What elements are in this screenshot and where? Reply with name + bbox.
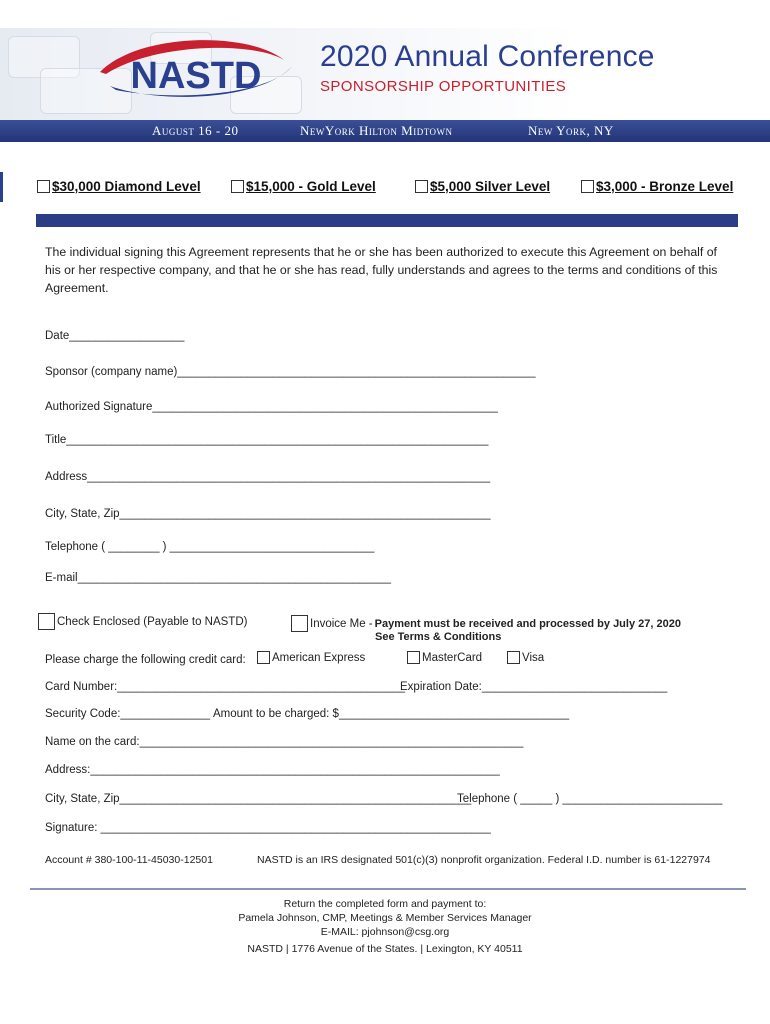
- silver-checkbox[interactable]: [415, 180, 428, 193]
- level-label: $5,000 Silver Level: [430, 179, 551, 194]
- level-diamond[interactable]: [37, 179, 201, 194]
- signature-field[interactable]: Signature: _____________________________________________________________: [45, 822, 491, 834]
- nastd-logo: [96, 36, 296, 106]
- visa-option[interactable]: [507, 651, 544, 664]
- date-field[interactable]: Date__________________: [45, 330, 185, 342]
- mastercard-checkbox[interactable]: [407, 651, 420, 664]
- mastercard-option[interactable]: [407, 651, 482, 664]
- logo-text: NASTD: [130, 55, 262, 97]
- event-date: August 16 - 20: [152, 123, 239, 138]
- footer-email: E-MAIL: pjohnson@csg.org: [320, 926, 450, 938]
- bronze-checkbox[interactable]: [581, 180, 594, 193]
- diamond-checkbox[interactable]: [37, 180, 50, 193]
- city-state-zip-field[interactable]: City, State, Zip__________________________________________________________: [45, 508, 491, 520]
- address-field[interactable]: Address_______________________________________________________________: [45, 471, 491, 483]
- visa-label: Visa: [522, 651, 545, 664]
- invoice-option[interactable]: [291, 615, 681, 632]
- page-title: 2020 Annual Conference: [320, 40, 655, 73]
- footer-return-line: Return the completed form and payment to:: [283, 898, 487, 910]
- card-address-field[interactable]: Address:________________________________________________________________: [45, 764, 500, 776]
- event-city: New York, NY: [528, 123, 614, 138]
- name-on-card-field[interactable]: Name on the card:____________________________________________________________: [45, 736, 524, 748]
- left-accent: [0, 172, 3, 202]
- amex-option[interactable]: [257, 651, 365, 664]
- authorized-signature-field[interactable]: Authorized Signature______________________________________________________: [45, 401, 498, 413]
- visa-checkbox[interactable]: [507, 651, 520, 664]
- mastercard-label: MasterCard: [422, 651, 483, 664]
- check-option[interactable]: [38, 613, 247, 630]
- gold-checkbox[interactable]: [231, 180, 244, 193]
- footer-contact-name: Pamela Johnson, CMP, Meetings & Member Services Manager: [238, 912, 532, 924]
- security-code-field[interactable]: Security Code:______________: [45, 708, 210, 720]
- divider-bar: [36, 214, 738, 227]
- level-label: $3,000 - Bronze Level: [596, 179, 734, 194]
- card-telephone-field[interactable]: Telephone ( _____ ) _________________________: [457, 793, 723, 805]
- amount-field[interactable]: Amount to be charged: $____________________________________: [213, 708, 570, 720]
- level-label: $15,000 - Gold Level: [246, 179, 376, 194]
- level-bronze[interactable]: [581, 179, 733, 194]
- level-label: $30,000 Diamond Level: [52, 179, 201, 194]
- event-venue: NewYork Hilton Midtown: [300, 123, 453, 138]
- terms-note: See Terms & Conditions: [375, 631, 502, 643]
- telephone-field[interactable]: Telephone ( ________ ) ________________________________: [45, 541, 375, 553]
- invoice-label: Invoice Me -: [310, 617, 373, 630]
- sponsor-field[interactable]: Sponsor (company name)________________________________________________________: [45, 366, 536, 378]
- check-checkbox[interactable]: [38, 613, 55, 630]
- card-number-field[interactable]: Card Number:_____________________________________________: [45, 681, 406, 693]
- charge-prompt: Please charge the following credit card:: [45, 654, 246, 666]
- title-field[interactable]: Title__________________________________________________________________: [45, 434, 489, 446]
- amex-checkbox[interactable]: [257, 651, 270, 664]
- level-gold[interactable]: [231, 179, 376, 194]
- footer-address: NASTD | 1776 Avenue of the States. | Lexington, KY 40511: [247, 943, 523, 955]
- irs-note: NASTD is an IRS designated 501(c)(3) nonprofit organization. Federal I.D. number is 61-1227974: [257, 854, 711, 866]
- account-number: Account # 380-100-11-45030-12501: [45, 854, 213, 866]
- invoice-checkbox[interactable]: [291, 615, 308, 632]
- footer-divider: [30, 888, 746, 890]
- check-label: Check Enclosed (Payable to NASTD): [57, 615, 248, 628]
- invoice-note: Payment must be received and processed by July 27, 2020: [374, 617, 681, 630]
- email-field[interactable]: E-mail_________________________________________________: [45, 572, 391, 584]
- amex-label: American Express: [272, 651, 366, 664]
- page-subtitle: SPONSORSHIP OPPORTUNITIES: [320, 78, 567, 95]
- level-silver[interactable]: [415, 179, 550, 194]
- expiration-field[interactable]: Expiration Date:_____________________________: [400, 681, 668, 693]
- agreement-text: The individual signing this Agreement represents that he or she has been authorized to execute this Agreement on behalf of his or her respective company, and that he or she has read, fully understands and agrees to the terms and conditions of this Agreement.: [45, 245, 718, 295]
- card-city-field[interactable]: City, State, Zip_______________________________________________________: [45, 793, 472, 805]
